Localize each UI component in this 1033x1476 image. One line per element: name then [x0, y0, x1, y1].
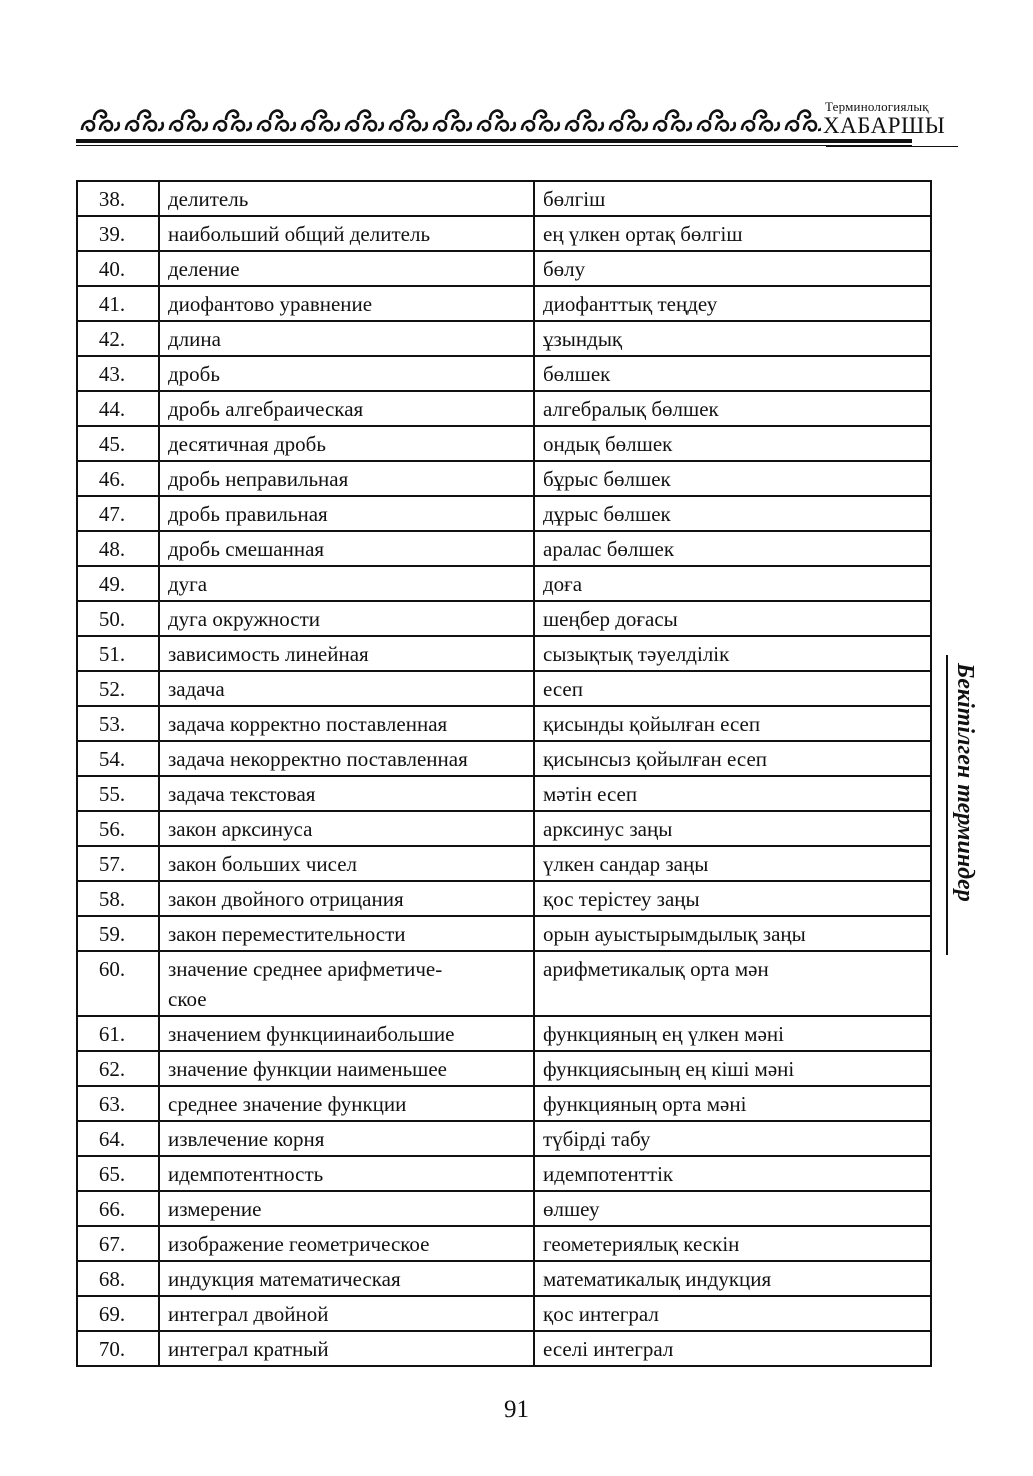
term-kazakh: орын ауыстырымдылық заңы — [534, 916, 931, 951]
table-row — [77, 671, 931, 706]
table-row — [77, 1296, 931, 1331]
term-russian: десятичная дробь — [159, 426, 534, 461]
term-kazakh: алгебралық бөлшек — [534, 391, 931, 426]
term-kazakh: ең үлкен ортақ бөлгіш — [534, 216, 931, 251]
term-russian: закон переместительности — [159, 916, 534, 951]
table-row — [77, 706, 931, 741]
term-kazakh: функциясының ең кіші мәні — [534, 1051, 931, 1086]
term-russian: извлечение корня — [159, 1121, 534, 1156]
term-russian: зависимость линейная — [159, 636, 534, 671]
table-row — [77, 1051, 931, 1086]
journal-masthead — [823, 100, 958, 138]
term-russian: закон двойного отрицания — [159, 881, 534, 916]
header-rule-thin — [76, 145, 912, 146]
row-number: 41. — [77, 286, 159, 321]
term-kazakh: өлшеу — [534, 1191, 931, 1226]
row-number: 67. — [77, 1226, 159, 1261]
table-row — [77, 881, 931, 916]
page-number: 91 — [504, 1396, 529, 1423]
term-russian: задача — [159, 671, 534, 706]
ornament-motif-icon — [214, 111, 251, 131]
term-russian: задача корректно поставленная — [159, 706, 534, 741]
term-russian: дуга — [159, 566, 534, 601]
term-russian: дробь неправильная — [159, 461, 534, 496]
masthead-underline — [826, 146, 958, 147]
row-number: 70. — [77, 1331, 159, 1366]
table-row — [77, 391, 931, 426]
row-number: 56. — [77, 811, 159, 846]
term-kazakh: функцияның орта мәні — [534, 1086, 931, 1121]
term-kazakh: түбірді табу — [534, 1121, 931, 1156]
ornament-motif-icon — [566, 111, 603, 131]
ornament-motif-icon — [610, 111, 647, 131]
term-kazakh: үлкен сандар заңы — [534, 846, 931, 881]
row-number: 57. — [77, 846, 159, 881]
term-russian: идемпотентность — [159, 1156, 534, 1191]
term-kazakh: функцияның ең үлкен мәні — [534, 1016, 931, 1051]
table-row — [77, 916, 931, 951]
term-kazakh: доға — [534, 566, 931, 601]
row-number: 42. — [77, 321, 159, 356]
row-number: 38. — [77, 181, 159, 216]
term-russian: значение функции наименьшее — [159, 1051, 534, 1086]
row-number: 59. — [77, 916, 159, 951]
term-russian: интеграл кратный — [159, 1331, 534, 1366]
row-number: 49. — [77, 566, 159, 601]
row-number: 63. — [77, 1086, 159, 1121]
row-number: 52. — [77, 671, 159, 706]
row-number: 58. — [77, 881, 159, 916]
page-header — [76, 96, 958, 150]
table-row — [77, 356, 931, 391]
term-russian: индукция математическая — [159, 1261, 534, 1296]
table-row — [77, 1121, 931, 1156]
term-kazakh: қисынсыз қойылған есеп — [534, 741, 931, 776]
row-number: 47. — [77, 496, 159, 531]
ornament-motif-icon — [126, 111, 163, 131]
row-number: 46. — [77, 461, 159, 496]
term-russian: задача текстовая — [159, 776, 534, 811]
term-kazakh: дұрыс бөлшек — [534, 496, 931, 531]
ornament-border-icon — [76, 100, 821, 140]
table-row — [77, 286, 931, 321]
ornament-motif-icon — [786, 111, 821, 131]
row-number: 53. — [77, 706, 159, 741]
row-number: 40. — [77, 251, 159, 286]
term-russian: дробь алгебраическая — [159, 391, 534, 426]
side-section-label — [940, 655, 976, 955]
table-row — [77, 636, 931, 671]
ornament-motif-icon — [258, 111, 295, 131]
ornament-motif-icon — [742, 111, 779, 131]
side-label-text: Бекітілген терминдер — [952, 663, 978, 902]
row-number: 61. — [77, 1016, 159, 1051]
row-number: 68. — [77, 1261, 159, 1296]
term-kazakh: қос интеграл — [534, 1296, 931, 1331]
row-number: 44. — [77, 391, 159, 426]
terms-table — [76, 180, 932, 1367]
term-russian: делитель — [159, 181, 534, 216]
table-row — [77, 1226, 931, 1261]
term-russian: значение среднее арифметиче- ское — [159, 951, 534, 1016]
term-kazakh: идемпотенттік — [534, 1156, 931, 1191]
row-number: 69. — [77, 1296, 159, 1331]
term-kazakh: бөлу — [534, 251, 931, 286]
ornament-motif-icon — [302, 111, 339, 131]
term-kazakh: қисынды қойылған есеп — [534, 706, 931, 741]
row-number: 50. — [77, 601, 159, 636]
term-russian: дробь правильная — [159, 496, 534, 531]
term-russian: дробь смешанная — [159, 531, 534, 566]
term-kazakh: шеңбер доғасы — [534, 601, 931, 636]
journal-name-small: Терминологиялық — [825, 99, 929, 114]
term-russian: интеграл двойной — [159, 1296, 534, 1331]
term-russian: дуга окружности — [159, 601, 534, 636]
term-russian: измерение — [159, 1191, 534, 1226]
term-kazakh: математикалық индукция — [534, 1261, 931, 1296]
ornament-motif-icon — [522, 111, 559, 131]
row-number: 65. — [77, 1156, 159, 1191]
term-kazakh: бөлгіш — [534, 181, 931, 216]
term-russian: значением функциинаибольшие — [159, 1016, 534, 1051]
term-russian: дробь — [159, 356, 534, 391]
table-row — [77, 1016, 931, 1051]
table-row — [77, 216, 931, 251]
table-row — [77, 181, 931, 216]
term-kazakh: сызықтық тәуелділік — [534, 636, 931, 671]
row-number: 60. — [77, 951, 159, 1016]
term-kazakh: аралас бөлшек — [534, 531, 931, 566]
table-row — [77, 1156, 931, 1191]
table-row — [77, 251, 931, 286]
row-number: 55. — [77, 776, 159, 811]
term-kazakh: еселі интеграл — [534, 1331, 931, 1366]
term-kazakh: бөлшек — [534, 356, 931, 391]
header-rule — [76, 139, 912, 143]
term-kazakh: қос терістеу заңы — [534, 881, 931, 916]
ornament-motif-icon — [478, 111, 515, 131]
row-number: 54. — [77, 741, 159, 776]
table-row — [77, 951, 931, 1016]
table-row — [77, 601, 931, 636]
ornament-motif-icon — [82, 111, 119, 131]
term-kazakh: есеп — [534, 671, 931, 706]
ornament-motif-icon — [390, 111, 427, 131]
ornament-motif-icon — [346, 111, 383, 131]
journal-name-big: ХАБАРШЫ — [823, 113, 946, 138]
term-kazakh: ұзындық — [534, 321, 931, 356]
ornament-motif-icon — [698, 111, 735, 131]
term-russian: изображение геометрическое — [159, 1226, 534, 1261]
term-kazakh: ондық бөлшек — [534, 426, 931, 461]
row-number: 62. — [77, 1051, 159, 1086]
row-number: 48. — [77, 531, 159, 566]
term-kazakh: бұрыс бөлшек — [534, 461, 931, 496]
table-row — [77, 776, 931, 811]
side-rule — [946, 655, 948, 955]
ornament-motif-icon — [434, 111, 471, 131]
table-row — [77, 846, 931, 881]
table-row — [77, 1086, 931, 1121]
term-kazakh: диофанттық теңдеу — [534, 286, 931, 321]
table-row — [77, 461, 931, 496]
row-number: 39. — [77, 216, 159, 251]
term-russian: длина — [159, 321, 534, 356]
term-kazakh: геометериялық кескін — [534, 1226, 931, 1261]
term-russian: среднее значение функции — [159, 1086, 534, 1121]
term-kazakh: арифметикалық орта мән — [534, 951, 931, 1016]
table-row — [77, 566, 931, 601]
term-russian: закон арксинуса — [159, 811, 534, 846]
table-row — [77, 1191, 931, 1226]
term-russian: диофантово уравнение — [159, 286, 534, 321]
table-row — [77, 1331, 931, 1366]
term-russian: задача некорректно поставленная — [159, 741, 534, 776]
term-kazakh: мәтін есеп — [534, 776, 931, 811]
row-number: 64. — [77, 1121, 159, 1156]
row-number: 51. — [77, 636, 159, 671]
term-russian: деление — [159, 251, 534, 286]
table-row — [77, 321, 931, 356]
term-russian: наибольший общий делитель — [159, 216, 534, 251]
table-row — [77, 531, 931, 566]
table-row — [77, 496, 931, 531]
row-number: 43. — [77, 356, 159, 391]
term-kazakh: арксинус заңы — [534, 811, 931, 846]
table-row — [77, 426, 931, 461]
row-number: 66. — [77, 1191, 159, 1226]
table-row — [77, 741, 931, 776]
row-number: 45. — [77, 426, 159, 461]
table-row — [77, 811, 931, 846]
ornament-motif-icon — [654, 111, 691, 131]
term-russian: закон больших чисел — [159, 846, 534, 881]
ornament-motif-icon — [170, 111, 207, 131]
table-row — [77, 1261, 931, 1296]
